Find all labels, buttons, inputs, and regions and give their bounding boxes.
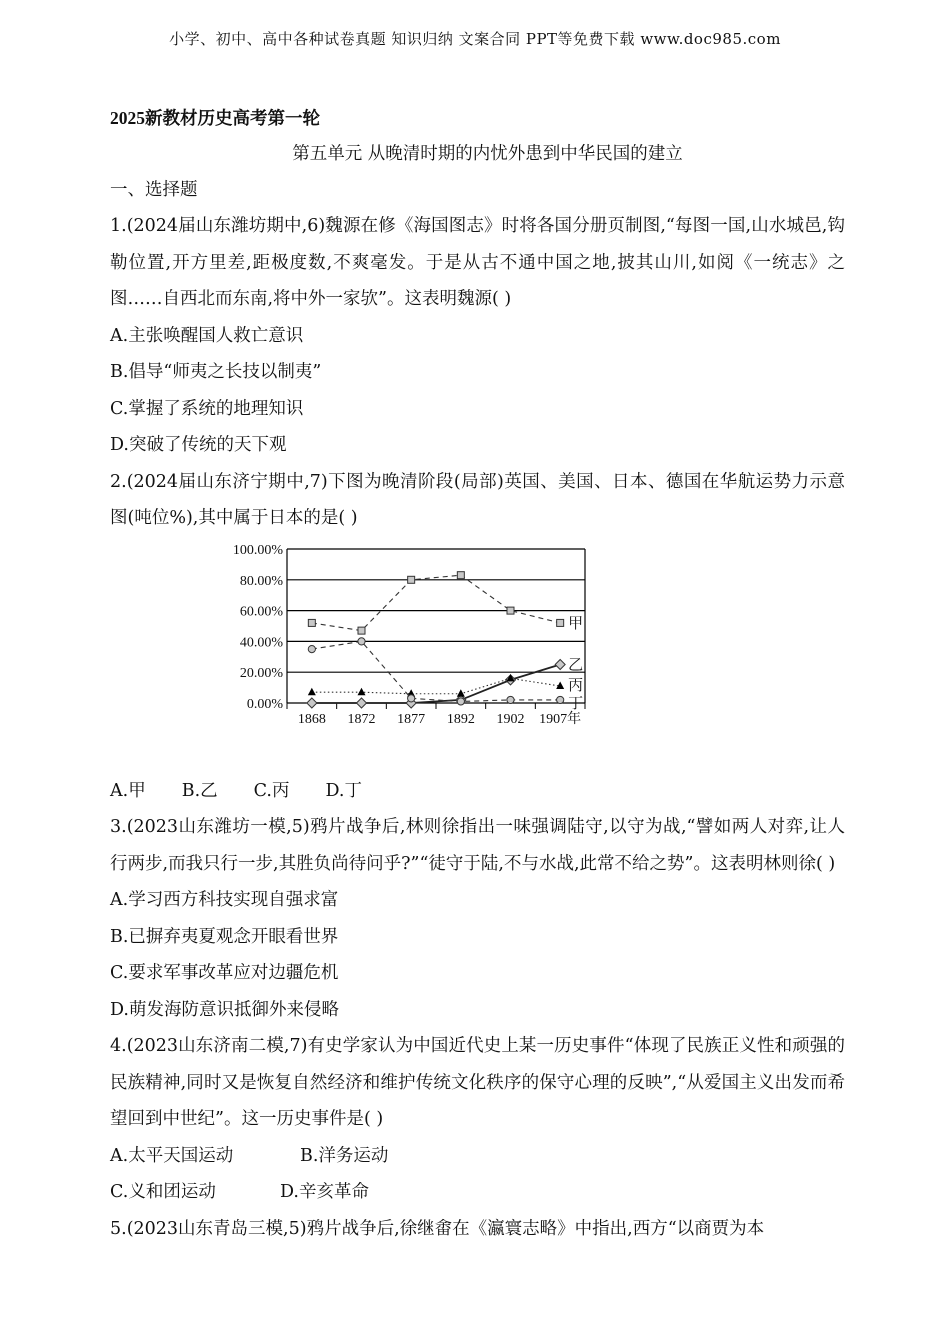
section-title: 一、选择题: [110, 180, 198, 200]
data-point: [507, 607, 514, 614]
data-point: [557, 696, 564, 703]
q4-options-row-1: [110, 1138, 845, 1175]
data-point: [408, 576, 415, 583]
q1-option-c: C.掌握了系统的地理知识: [110, 398, 304, 419]
question-3-stem: 3.(2023山东潍坊一模,5)鸦片战争后,林则徐指出一味强调陆守,以守为战,“譬如两人对弈,让人行两步,而我只行一步,其胜负尚待问乎?”“徒守于陆,不与水战,此常不给之势”。这表明林则徐( ): [110, 817, 845, 874]
data-point: [457, 697, 464, 704]
q4-options-row-2: [110, 1174, 845, 1211]
series-line-0: [312, 575, 560, 630]
series-label: 甲: [568, 613, 584, 632]
question-5-stem: 5.(2023山东青岛三模,5)鸦片战争后,徐继畬在《瀛寰志略》中指出,西方“以商贾为本: [110, 1218, 765, 1239]
data-point: [358, 637, 365, 644]
data-point: [308, 687, 316, 695]
data-point: [555, 659, 565, 669]
data-point: [557, 619, 564, 626]
series-line-2: [312, 678, 560, 693]
data-point: [507, 696, 514, 703]
document-body: [110, 100, 845, 1247]
q2-option-a: A.甲: [110, 780, 146, 801]
x-tick-label: 1868: [297, 711, 326, 727]
data-point: [358, 627, 365, 634]
y-tick-label: 100.00%: [232, 542, 283, 558]
q4-option-c: C.义和团运动: [110, 1182, 216, 1202]
q2-option-c: C.丙: [253, 780, 290, 801]
q3-option-a: A.学习西方科技实现自强求富: [110, 890, 339, 910]
q2-options: [110, 773, 845, 810]
data-point: [457, 571, 464, 578]
data-point: [358, 687, 366, 695]
data-point: [308, 619, 315, 626]
doc-title: 2025新教材历史高考第一轮: [110, 108, 320, 128]
unit-title: 第五单元 从晚清时期的内忧外患到中华民国的建立: [292, 144, 683, 164]
q3-option-b: B.已摒弃夷夏观念开眼看世界: [110, 926, 339, 947]
q2-option-b: B.乙: [181, 780, 218, 801]
x-tick-label: 1902: [496, 711, 525, 727]
series-line-1: [312, 664, 560, 703]
data-point: [308, 645, 315, 652]
x-tick-label: 1872: [347, 711, 376, 727]
x-tick-label: 1892: [446, 711, 475, 727]
q1-option-b: B.倡导“师夷之长技以制夷”: [110, 362, 322, 382]
q1-option-d: D.突破了传统的天下观: [110, 435, 287, 455]
y-tick-label: 0.00%: [246, 696, 283, 712]
q2-option-d: D.丁: [325, 780, 362, 801]
series-label: 乙: [568, 655, 584, 673]
question-2-stem: 2.(2024届山东济宁期中,7)下图为晚清阶段(局部)英国、美国、日本、德国在华航运势力示意图(吨位%),其中属于日本的是( ): [110, 471, 845, 528]
data-point: [457, 689, 465, 697]
x-tick-label: 1907年: [539, 711, 582, 727]
x-tick-label: 1877: [397, 711, 426, 727]
y-tick-label: 20.00%: [239, 665, 283, 681]
q4-option-a: A.太平天国运动: [110, 1145, 234, 1166]
q4-option-d: D.辛亥革命: [280, 1182, 369, 1202]
q1-option-a: A.主张唤醒国人救亡意识: [110, 325, 304, 346]
shipping-chart: [232, 542, 673, 765]
q3-option-c: C.要求军事改革应对边疆危机: [110, 963, 339, 983]
series-label: 丁: [568, 693, 584, 712]
q3-option-d: D.萌发海防意识抵御外来侵略: [110, 999, 339, 1020]
page-header: 小学、初中、高中各种试卷真题 知识归纳 文案合同 PPT等免费下载 www.doc985.com: [169, 30, 781, 48]
data-point: [307, 698, 317, 708]
shipping-chart-container: [110, 543, 845, 765]
y-tick-label: 80.00%: [239, 573, 283, 589]
data-point: [357, 698, 367, 708]
y-tick-label: 40.00%: [239, 634, 283, 650]
q4-option-b: B.洋务运动: [300, 1145, 389, 1166]
question-1-stem: 1.(2024届山东潍坊期中,6)魏源在修《海国图志》时将各国分册页制图,“每图一国,山水城邑,钩勒位置,开方里差,距极度数,不爽毫发。于是从古不通中国之地,披其山川,如阅《一统志》之图……自西北而东南,将中外一家欤”。这表明魏源( ): [110, 216, 845, 309]
series-label: 丙: [568, 675, 584, 694]
y-tick-label: 60.00%: [239, 604, 283, 620]
question-4-stem: 4.(2023山东济南二模,7)有史学家认为中国近代史上某一历史事件“体现了民族正义性和顽强的民族精神,同时又是恢复自然经济和维护传统文化秩序的保守心理的反映”,“从爱国主义出发而希望回到中世纪”。这一历史事件是( ): [110, 1036, 845, 1129]
data-point: [408, 694, 415, 701]
